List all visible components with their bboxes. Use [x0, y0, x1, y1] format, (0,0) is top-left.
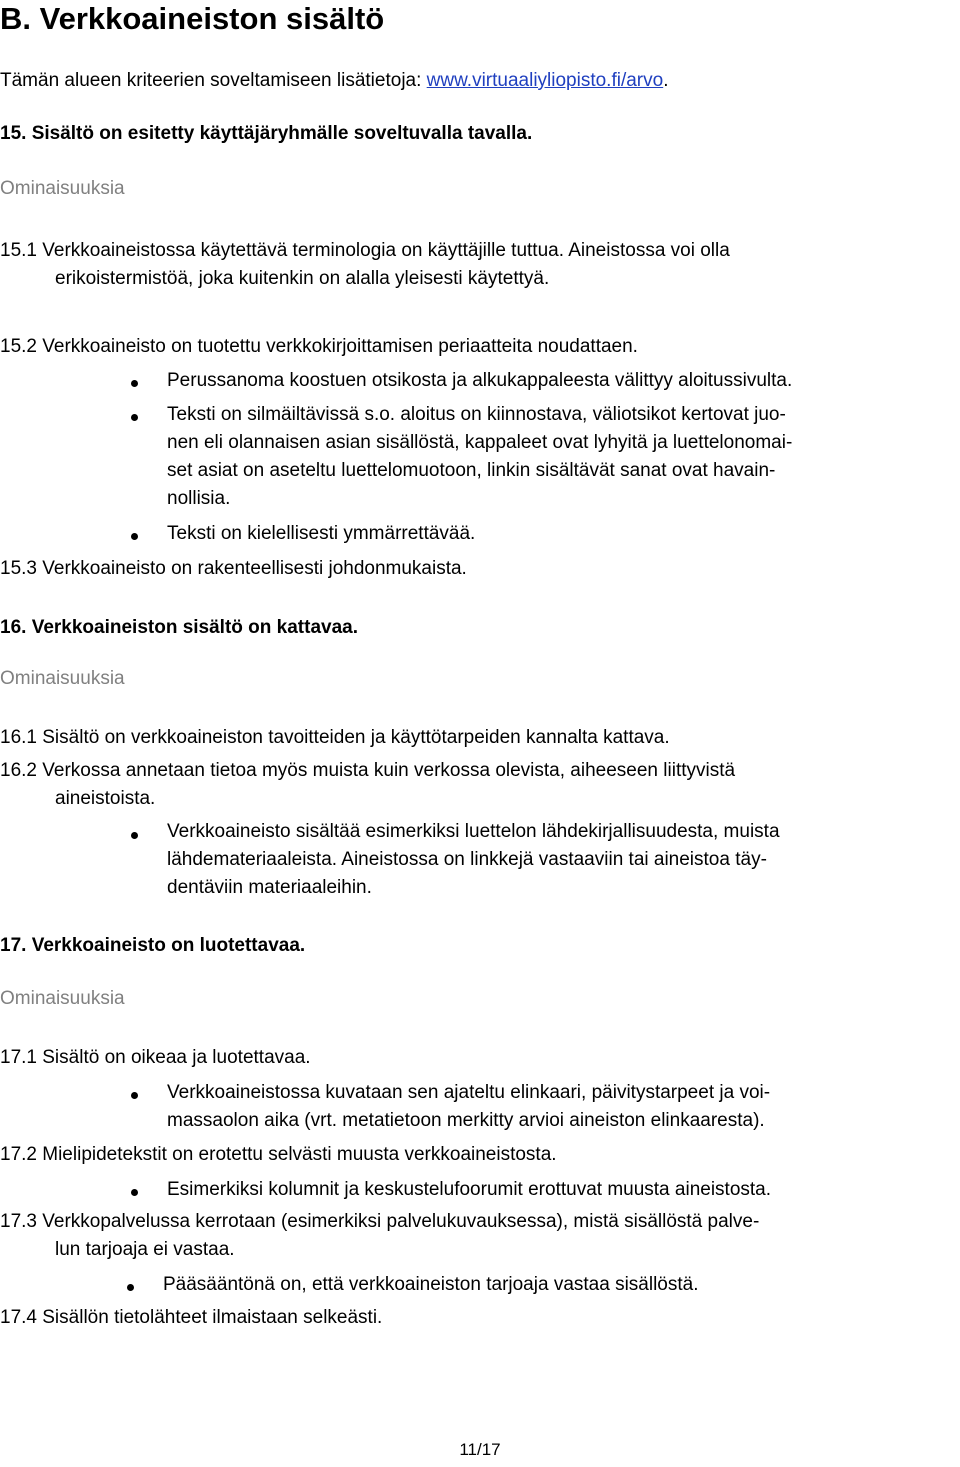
bullet-16-2-line2: lähdemateriaaleista. Aineistossa on linkkejä vastaaviin tai aineistoa täy- — [167, 849, 767, 870]
criterion-15-title: 15. Sisältö on esitetty käyttäjäryhmälle soveltuvalla tavalla. — [0, 123, 533, 144]
virtuaaliyliopisto-link[interactable]: www.virtuaaliyliopisto.fi/arvo — [426, 70, 664, 91]
ominaisuuksia-label-17: Ominaisuuksia — [0, 988, 125, 1009]
item-16-1: 16.1 Sisältö on verkkoaineiston tavoitteiden ja käyttötarpeiden kannalta kattava. — [0, 727, 670, 748]
bullet-icon — [131, 414, 138, 421]
criterion-17-title: 17. Verkkoaineisto on luotettavaa. — [0, 935, 306, 956]
ominaisuuksia-label-15: Ominaisuuksia — [0, 178, 125, 199]
item-15-3: 15.3 Verkkoaineisto on rakenteellisesti johdonmukaista. — [0, 558, 467, 579]
item-17-3-line2: lun tarjoaja ei vastaa. — [55, 1239, 235, 1260]
criterion-16-title: 16. Verkkoaineiston sisältö on kattavaa. — [0, 617, 358, 638]
item-17-1: 17.1 Sisältö on oikeaa ja luotettavaa. — [0, 1047, 311, 1068]
bullet-icon — [131, 1189, 138, 1196]
item-17-3-line1: 17.3 Verkkopalvelussa kerrotaan (esimerkiksi palvelukuvauksessa), mistä sisällöstä palve- — [0, 1211, 760, 1232]
section-heading: B. Verkkoaineiston sisältö — [0, 1, 385, 36]
bullet-17-1-line1: Verkkoaineistossa kuvataan sen ajateltu elinkaari, päivitystarpeet ja voi- — [167, 1082, 771, 1103]
bullet-15-2-b-line3: set asiat on aseteltu luettelomuotoon, linkin sisältävät sanat ovat havain- — [167, 460, 776, 481]
bullet-icon — [131, 533, 138, 540]
bullet-icon — [131, 832, 138, 839]
item-15-1-line2: erikoistermistöä, joka kuitenkin on alalla yleisesti käytettyä. — [55, 268, 550, 289]
item-17-4: 17.4 Sisällön tietolähteet ilmaistaan selkeästi. — [0, 1307, 383, 1328]
bullet-15-2-b-line4: nollisia. — [167, 488, 231, 509]
item-15-2: 15.2 Verkkoaineisto on tuotettu verkkokirjoittamisen periaatteita noudattaen. — [0, 336, 638, 357]
bullet-icon — [127, 1284, 134, 1291]
bullet-16-2-line1: Verkkoaineisto sisältää esimerkiksi luettelon lähdekirjallisuudesta, muista — [167, 821, 780, 842]
bullet-16-2-line3: dentäviin materiaaleihin. — [167, 877, 372, 898]
bullet-17-2: Esimerkiksi kolumnit ja keskustelufoorumit erottuvat muusta aineistosta. — [167, 1179, 772, 1200]
bullet-17-1-line2: massaolon aika (vrt. metatietoon merkitty arvioi aineiston elinkaaresta). — [167, 1110, 765, 1131]
bullet-15-2-b-line1: Teksti on silmäiltävissä s.o. aloitus on kiinnostava, väliotsikot kertovat juo- — [167, 404, 786, 425]
bullet-15-2-a: Perussanoma koostuen otsikosta ja alkukappaleesta välittyy aloitussivulta. — [167, 370, 793, 391]
bullet-icon — [131, 1092, 138, 1099]
bullet-icon — [131, 380, 138, 387]
item-17-2: 17.2 Mielipidetekstit on erotettu selvästi muusta verkkoaineistosta. — [0, 1144, 557, 1165]
bullet-17-3: Pääsääntönä on, että verkkoaineiston tarjoaja vastaa sisällöstä. — [163, 1274, 699, 1295]
item-16-2-line2: aineistoista. — [55, 788, 156, 809]
item-15-1-line1: 15.1 Verkkoaineistossa käytettävä terminologia on käyttäjille tuttua. Aineistossa voi olla — [0, 240, 730, 261]
page-number: 11/17 — [459, 1440, 501, 1459]
intro-text: Tämän alueen kriteerien soveltamiseen lisätietoja: — [0, 70, 427, 91]
intro-paragraph — [0, 70, 668, 93]
item-16-2-line1: 16.2 Verkossa annetaan tietoa myös muista kuin verkossa olevista, aiheeseen liittyvistä — [0, 760, 736, 781]
bullet-15-2-c: Teksti on kielellisesti ymmärrettävää. — [167, 523, 476, 544]
bullet-15-2-b-line2: nen eli olannaisen asian sisällöstä, kappaleet ovat lyhyitä ja luettelonomai- — [167, 432, 793, 453]
ominaisuuksia-label-16: Ominaisuuksia — [0, 668, 125, 689]
intro-end: . — [663, 70, 669, 91]
